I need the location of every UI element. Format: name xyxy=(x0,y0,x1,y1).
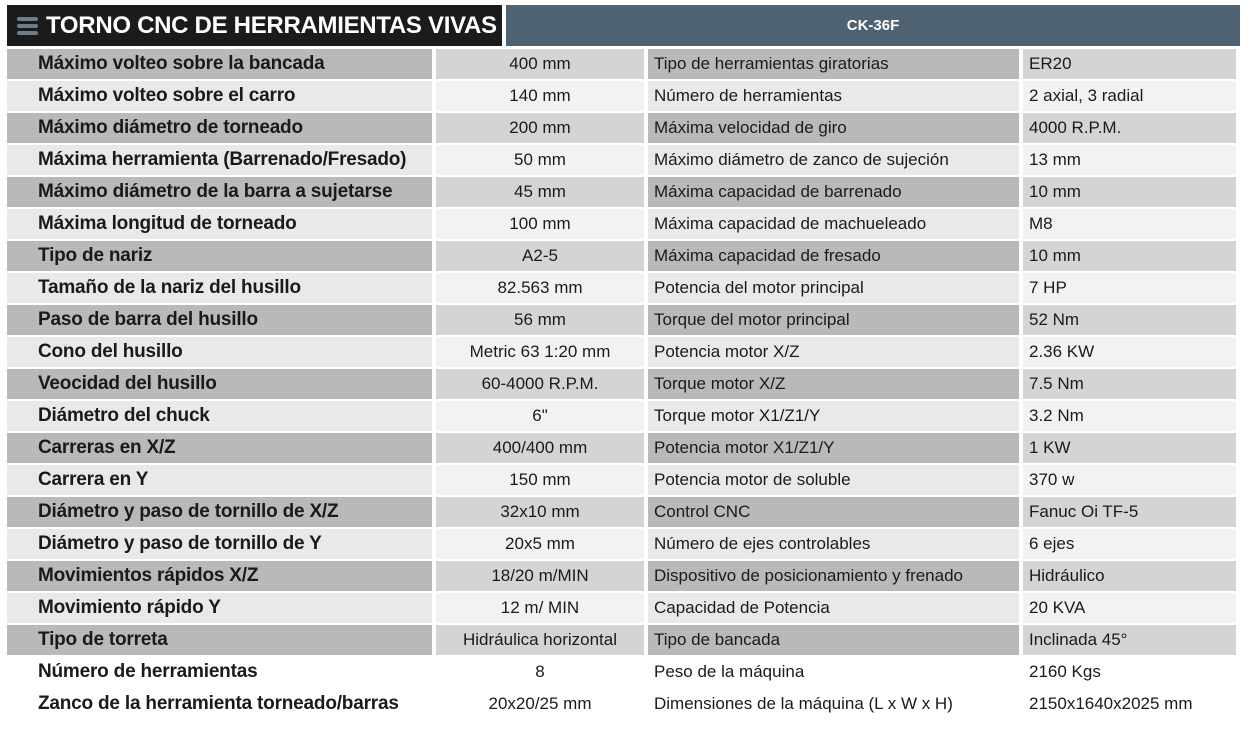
spec-label: Máxima herramienta (Barrenado/Fresado) xyxy=(7,145,432,175)
spec-value: 8 xyxy=(436,657,644,687)
table-row xyxy=(7,209,1240,241)
spec-label: Diámetro y paso de tornillo de Y xyxy=(7,529,432,559)
spec-label-2: Control CNC xyxy=(648,497,1019,527)
spec-value-2: Inclinada 45° xyxy=(1023,625,1236,655)
spec-label: Zanco de la herramienta torneado/barras xyxy=(7,689,432,719)
spec-label: Cono del husillo xyxy=(7,337,432,367)
spec-value-2: 7 HP xyxy=(1023,273,1236,303)
spec-label-2: Número de herramientas xyxy=(648,81,1019,111)
spec-value-2: 2 axial, 3 radial xyxy=(1023,81,1236,111)
spec-label-2: Potencia del motor principal xyxy=(648,273,1019,303)
spec-label: Tamaño de la nariz del husillo xyxy=(7,273,432,303)
spec-label: Máximo volteo sobre el carro xyxy=(7,81,432,111)
spec-value: 150 mm xyxy=(436,465,644,495)
table-row xyxy=(7,241,1240,273)
spec-label-2: Tipo de herramientas giratorias xyxy=(648,49,1019,79)
spec-label-2: Máxima velocidad de giro xyxy=(648,113,1019,143)
table-row xyxy=(7,177,1240,209)
spec-value-2: 52 Nm xyxy=(1023,305,1236,335)
spec-value: 60-4000 R.P.M. xyxy=(436,369,644,399)
spec-value: 45 mm xyxy=(436,177,644,207)
spec-value-2: 10 mm xyxy=(1023,241,1236,271)
spec-value: Metric 63 1:20 mm xyxy=(436,337,644,367)
model-bar xyxy=(506,5,1240,46)
table-row xyxy=(7,337,1240,369)
spec-label-2: Potencia motor X1/Z1/Y xyxy=(648,433,1019,463)
title-bar xyxy=(7,5,502,46)
spec-label: Máximo diámetro de torneado xyxy=(7,113,432,143)
spec-label: Máximo diámetro de la barra a sujetarse xyxy=(7,177,432,207)
spec-value-2: 2.36 KW xyxy=(1023,337,1236,367)
spec-value: 20x5 mm xyxy=(436,529,644,559)
table-row xyxy=(7,561,1240,593)
spec-value: 100 mm xyxy=(436,209,644,239)
table-row xyxy=(7,465,1240,497)
spec-label: Paso de barra del husillo xyxy=(7,305,432,335)
spec-label: Movimiento rápido Y xyxy=(7,593,432,623)
spec-value: 56 mm xyxy=(436,305,644,335)
spec-value: 200 mm xyxy=(436,113,644,143)
spec-value: 6" xyxy=(436,401,644,431)
spec-label-2: Potencia motor X/Z xyxy=(648,337,1019,367)
spec-value-2: 10 mm xyxy=(1023,177,1236,207)
spec-value-2: 13 mm xyxy=(1023,145,1236,175)
spec-value-2: 6 ejes xyxy=(1023,529,1236,559)
table-row xyxy=(7,273,1240,305)
spec-label: Tipo de torreta xyxy=(7,625,432,655)
spec-value-2: 20 KVA xyxy=(1023,593,1236,623)
spec-label-2: Máximo diámetro de zanco de sujeción xyxy=(648,145,1019,175)
table-row xyxy=(7,81,1240,113)
spec-label: Diámetro y paso de tornillo de X/Z xyxy=(7,497,432,527)
spec-value-2: ER20 xyxy=(1023,49,1236,79)
spec-label: Máxima longitud de torneado xyxy=(7,209,432,239)
spec-table xyxy=(7,49,1240,721)
table-row xyxy=(7,529,1240,561)
spec-value: 140 mm xyxy=(436,81,644,111)
spec-value-2: 370 w xyxy=(1023,465,1236,495)
spec-label-2: Peso de la máquina xyxy=(648,657,1019,687)
spec-label: Número de herramientas xyxy=(7,657,432,687)
table-row xyxy=(7,305,1240,337)
spec-value: Hidráulica horizontal xyxy=(436,625,644,655)
spec-value-2: 2160 Kgs xyxy=(1023,657,1236,687)
spec-label-2: Máxima capacidad de machueleado xyxy=(648,209,1019,239)
table-row xyxy=(7,625,1240,657)
spec-label-2: Capacidad de Potencia xyxy=(648,593,1019,623)
spec-value-2: Fanuc Oi TF-5 xyxy=(1023,497,1236,527)
spec-value-2: 3.2 Nm xyxy=(1023,401,1236,431)
spec-value: 12 m/ MIN xyxy=(436,593,644,623)
table-row xyxy=(7,689,1240,721)
table-row xyxy=(7,49,1240,81)
spec-label-2: Dimensiones de la máquina (L x W x H) xyxy=(648,689,1019,719)
spec-value-2: 2150x1640x2025 mm xyxy=(1023,689,1236,719)
header xyxy=(7,5,1240,46)
table-row xyxy=(7,657,1240,689)
menu-icon xyxy=(17,17,38,35)
spec-label-2: Potencia motor de soluble xyxy=(648,465,1019,495)
spec-value: 400 mm xyxy=(436,49,644,79)
spec-label-2: Tipo de bancada xyxy=(648,625,1019,655)
spec-label-2: Máxima capacidad de barrenado xyxy=(648,177,1019,207)
spec-value-2: Hidráulico xyxy=(1023,561,1236,591)
model-name: CK-36F xyxy=(846,17,900,34)
page-title: TORNO CNC DE HERRAMIENTAS VIVAS xyxy=(46,11,497,39)
spec-value: 82.563 mm xyxy=(436,273,644,303)
spec-label-2: Torque motor X/Z xyxy=(648,369,1019,399)
spec-label-2: Número de ejes controlables xyxy=(648,529,1019,559)
spec-label: Carrera en Y xyxy=(7,465,432,495)
spec-label-2: Máxima capacidad de fresado xyxy=(648,241,1019,271)
table-row xyxy=(7,401,1240,433)
spec-label: Máximo volteo sobre la bancada xyxy=(7,49,432,79)
spec-label: Veocidad del husillo xyxy=(7,369,432,399)
spec-label-2: Torque del motor principal xyxy=(648,305,1019,335)
spec-label: Carreras en X/Z xyxy=(7,433,432,463)
spec-value-2: 7.5 Nm xyxy=(1023,369,1236,399)
table-row xyxy=(7,113,1240,145)
spec-value: 50 mm xyxy=(436,145,644,175)
spec-value: A2-5 xyxy=(436,241,644,271)
spec-value: 32x10 mm xyxy=(436,497,644,527)
spec-value: 20x20/25 mm xyxy=(436,689,644,719)
table-row xyxy=(7,593,1240,625)
spec-value-2: M8 xyxy=(1023,209,1236,239)
spec-label: Diámetro del chuck xyxy=(7,401,432,431)
spec-label: Movimientos rápidos X/Z xyxy=(7,561,432,591)
spec-value: 18/20 m/MIN xyxy=(436,561,644,591)
table-row xyxy=(7,433,1240,465)
spec-label-2: Torque motor X1/Z1/Y xyxy=(648,401,1019,431)
table-row xyxy=(7,497,1240,529)
spec-label-2: Dispositivo de posicionamiento y frenado xyxy=(648,561,1019,591)
spec-value: 400/400 mm xyxy=(436,433,644,463)
table-row xyxy=(7,145,1240,177)
spec-label: Tipo de nariz xyxy=(7,241,432,271)
table-row xyxy=(7,369,1240,401)
spec-value-2: 4000 R.P.M. xyxy=(1023,113,1236,143)
spec-value-2: 1 KW xyxy=(1023,433,1236,463)
